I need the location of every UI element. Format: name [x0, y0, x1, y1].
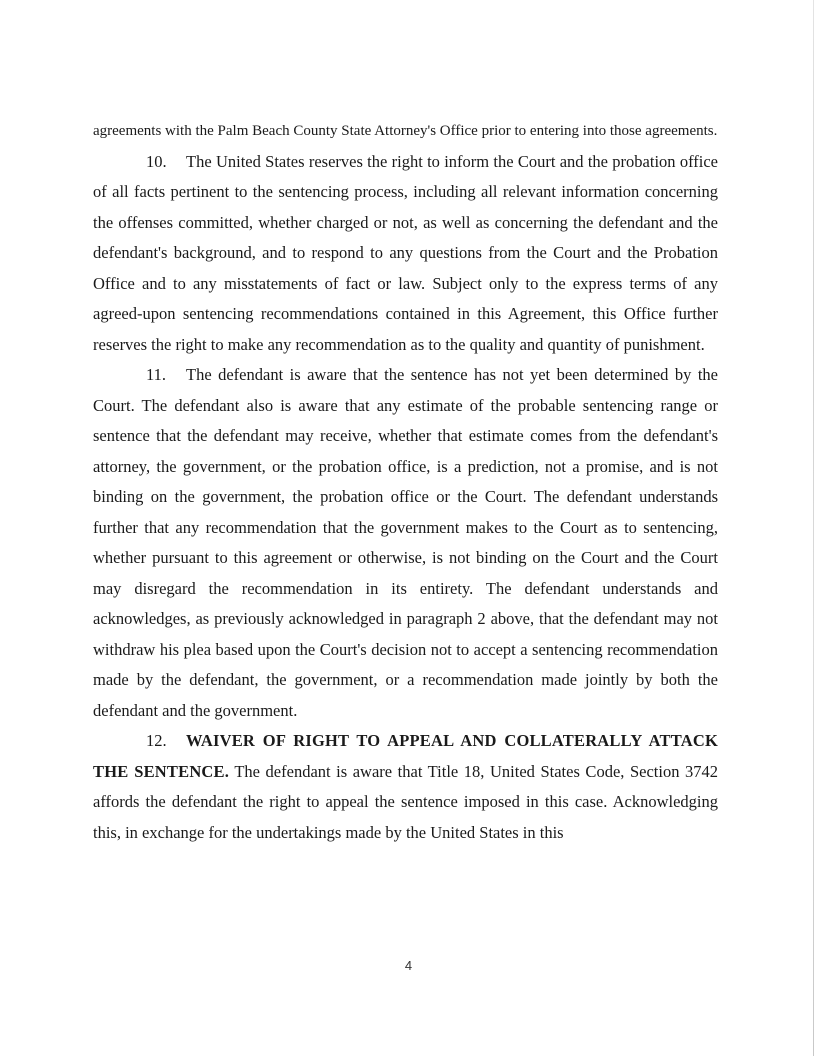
scan-edge: [813, 0, 814, 1056]
paragraph-text: agreements with the Palm Beach County State Attorney's Office prior to entering into those agreements.: [93, 123, 718, 139]
paragraph-continuation: [93, 116, 718, 147]
paragraph-12: [93, 726, 718, 848]
paragraph-text: The defendant is aware that the sentence has not yet been determined by the Court. The defendant also is aware that any estimate of the probable sentencing range or sentence that the defendant may receive, whether that estimate comes from the defendant's attorney, the government, or the probation office, is a prediction, not a promise, and is not binding on the government, the probation office or the Court. The defendant understands further that any recommendation that the government makes to the Court as to sentencing, whether pursuant to this agreement or otherwise, is not binding on the Court and the Court may disregard the recommendation in its entirety. The defendant understands and acknowledges, as previously acknowledged in paragraph 2 above, that the defendant may not withdraw his plea based upon the Court's decision not to accept a sentencing recommendation made by the defendant, the government, or a recommendation made jointly by both the defendant and the government.: [93, 365, 718, 720]
paragraph-number: 12.: [146, 731, 167, 750]
paragraph-11: [93, 360, 718, 726]
paragraph-text: The defendant is aware that Title 18, United States Code, Section 3742 affords the defendant the right to appeal the sentence imposed in this case. Acknowledging this, in exchange for the undertakings made by the United States in this: [93, 761, 719, 842]
paragraph-10: [93, 147, 718, 361]
paragraph-number: 10.: [146, 151, 167, 171]
section-heading: WAIVER OF RIGHT TO APPEAL AND COLLATERALLY ATTACK THE SENTENCE.: [93, 731, 718, 781]
paragraph-text: The United States reserves the right to inform the Court and the probation office of all facts pertinent to the sentencing process, including all relevant information concerning the offenses committed, whether charged or not, as well as concerning the defendant and the defendant's background, and to respond to any questions from the Court and the Probation Office and to any misstatements of fact or law. Subject only to the express terms of any agreed-upon sentencing recommendations contained in this Agreement, this Office further reserves the right to make any recommendation as to the quality and quantity of punishment.: [93, 151, 718, 354]
document-page: [93, 116, 718, 848]
paragraph-number: 11.: [146, 365, 167, 384]
page-number: 4: [404, 958, 413, 973]
